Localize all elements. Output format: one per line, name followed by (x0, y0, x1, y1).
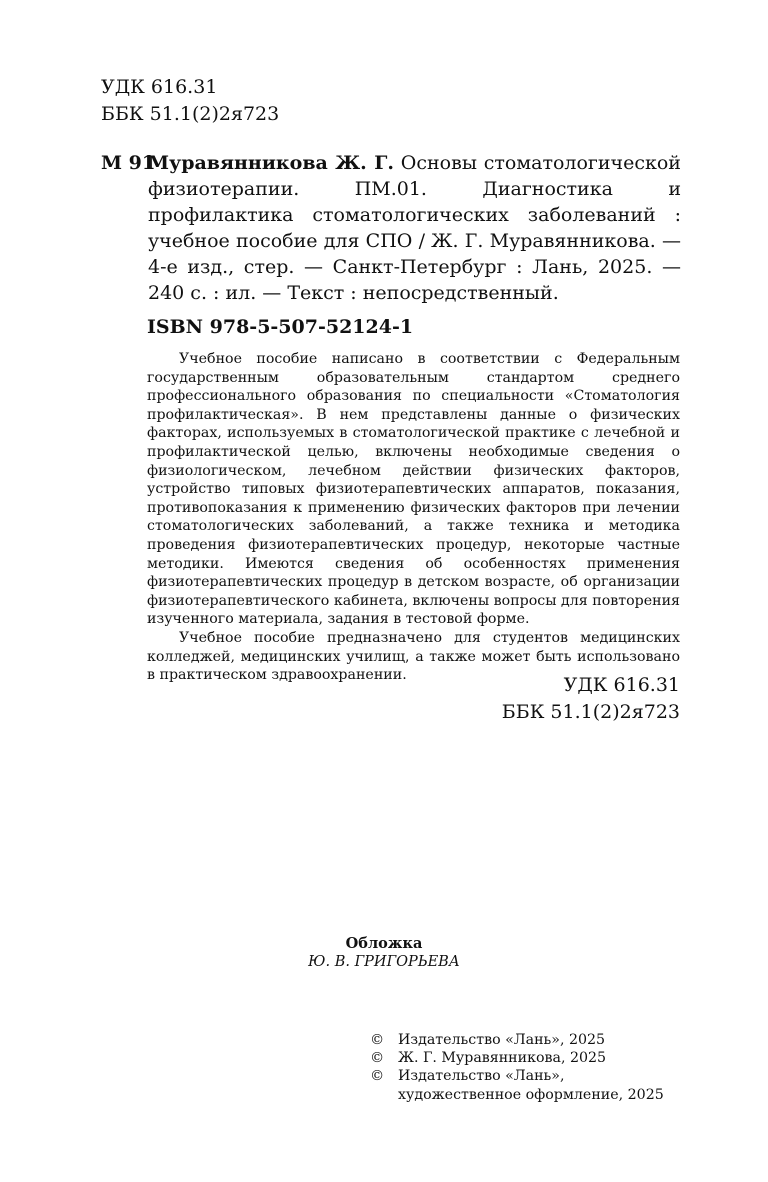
udk-code: УДК 616.31 (101, 76, 218, 98)
isbn: ISBN 978-5-507-52124-1 (147, 316, 414, 338)
bibliographic-text: Основы стоматологической физиотерапии. ПМ.01. Диагностика и профилактика стоматологических заболеваний : учебное пособие для СПО / Ж. Г. Муравянникова. — 4-е изд., стер. — Санкт-Петербург : Лань, 2025. — 240 с. : ил. — Текст : непосредственный. (148, 152, 681, 304)
copyright-line (370, 1031, 664, 1049)
top-classification-codes (101, 74, 279, 128)
copyright-icon: © (370, 1068, 385, 1085)
cover-designer: Ю. В. ГРИГОРЬЕВА (308, 954, 460, 970)
author-mark: М 91 (101, 152, 156, 174)
annotation (147, 350, 680, 685)
udk-code: УДК 616.31 (563, 674, 680, 696)
copyright-block (370, 1031, 664, 1104)
copyright-text-continued: художественное оформление, 2025 (398, 1086, 664, 1103)
bbk-code: ББК 51.1(2)2я723 (101, 103, 280, 125)
annotation-paragraph: Учебное пособие написано в соответствии с Федеральным государственным образовательным стандартом среднего профессионального образования по специальности «Стоматология профилактическая». В нем представлены данные о физических факторах, используемых в стоматологической практике с лечебной и профилактической целью, включены необходимые сведения о физиологическом, лечебном действии физических факторов, устройство типовых физиотерапевтических аппаратов, показания, противопоказания к применению физических факторов при лечении стоматологических заболеваний, а также техника и методика проведения физиотерапевтических процедур, некоторые частные методики. Имеются сведения об особенностях применения физиотерапевтических процедур в детском возрасте, об организации физиотерапевтического кабинета, включены вопросы для повторения изученного материала, задания в тестовой форме. (147, 351, 680, 628)
copyright-icon: © (370, 1050, 385, 1067)
bibliographic-description (148, 150, 681, 306)
copyright-icon: © (370, 1032, 385, 1048)
annotation-paragraph: Учебное пособие предназначено для студентов медицинских колледжей, медицинских училищ, а также может быть использовано в практическом здравоохранении. (147, 629, 680, 684)
cover-label: Обложка (345, 935, 423, 952)
cover-credit (0, 935, 768, 971)
copyright-line (370, 1067, 664, 1085)
copyright-text: Ж. Г. Муравянникова, 2025 (398, 1050, 607, 1067)
author-name: Муравянникова Ж. Г. (148, 152, 394, 174)
bbk-code: ББК 51.1(2)2я723 (501, 701, 680, 723)
copyright-text: Издательство «Лань», (398, 1068, 565, 1085)
copyright-text: Издательство «Лань», 2025 (398, 1032, 606, 1048)
copyright-line (370, 1049, 664, 1067)
bibliographic-entry (101, 150, 681, 306)
bottom-classification-codes (502, 672, 680, 726)
